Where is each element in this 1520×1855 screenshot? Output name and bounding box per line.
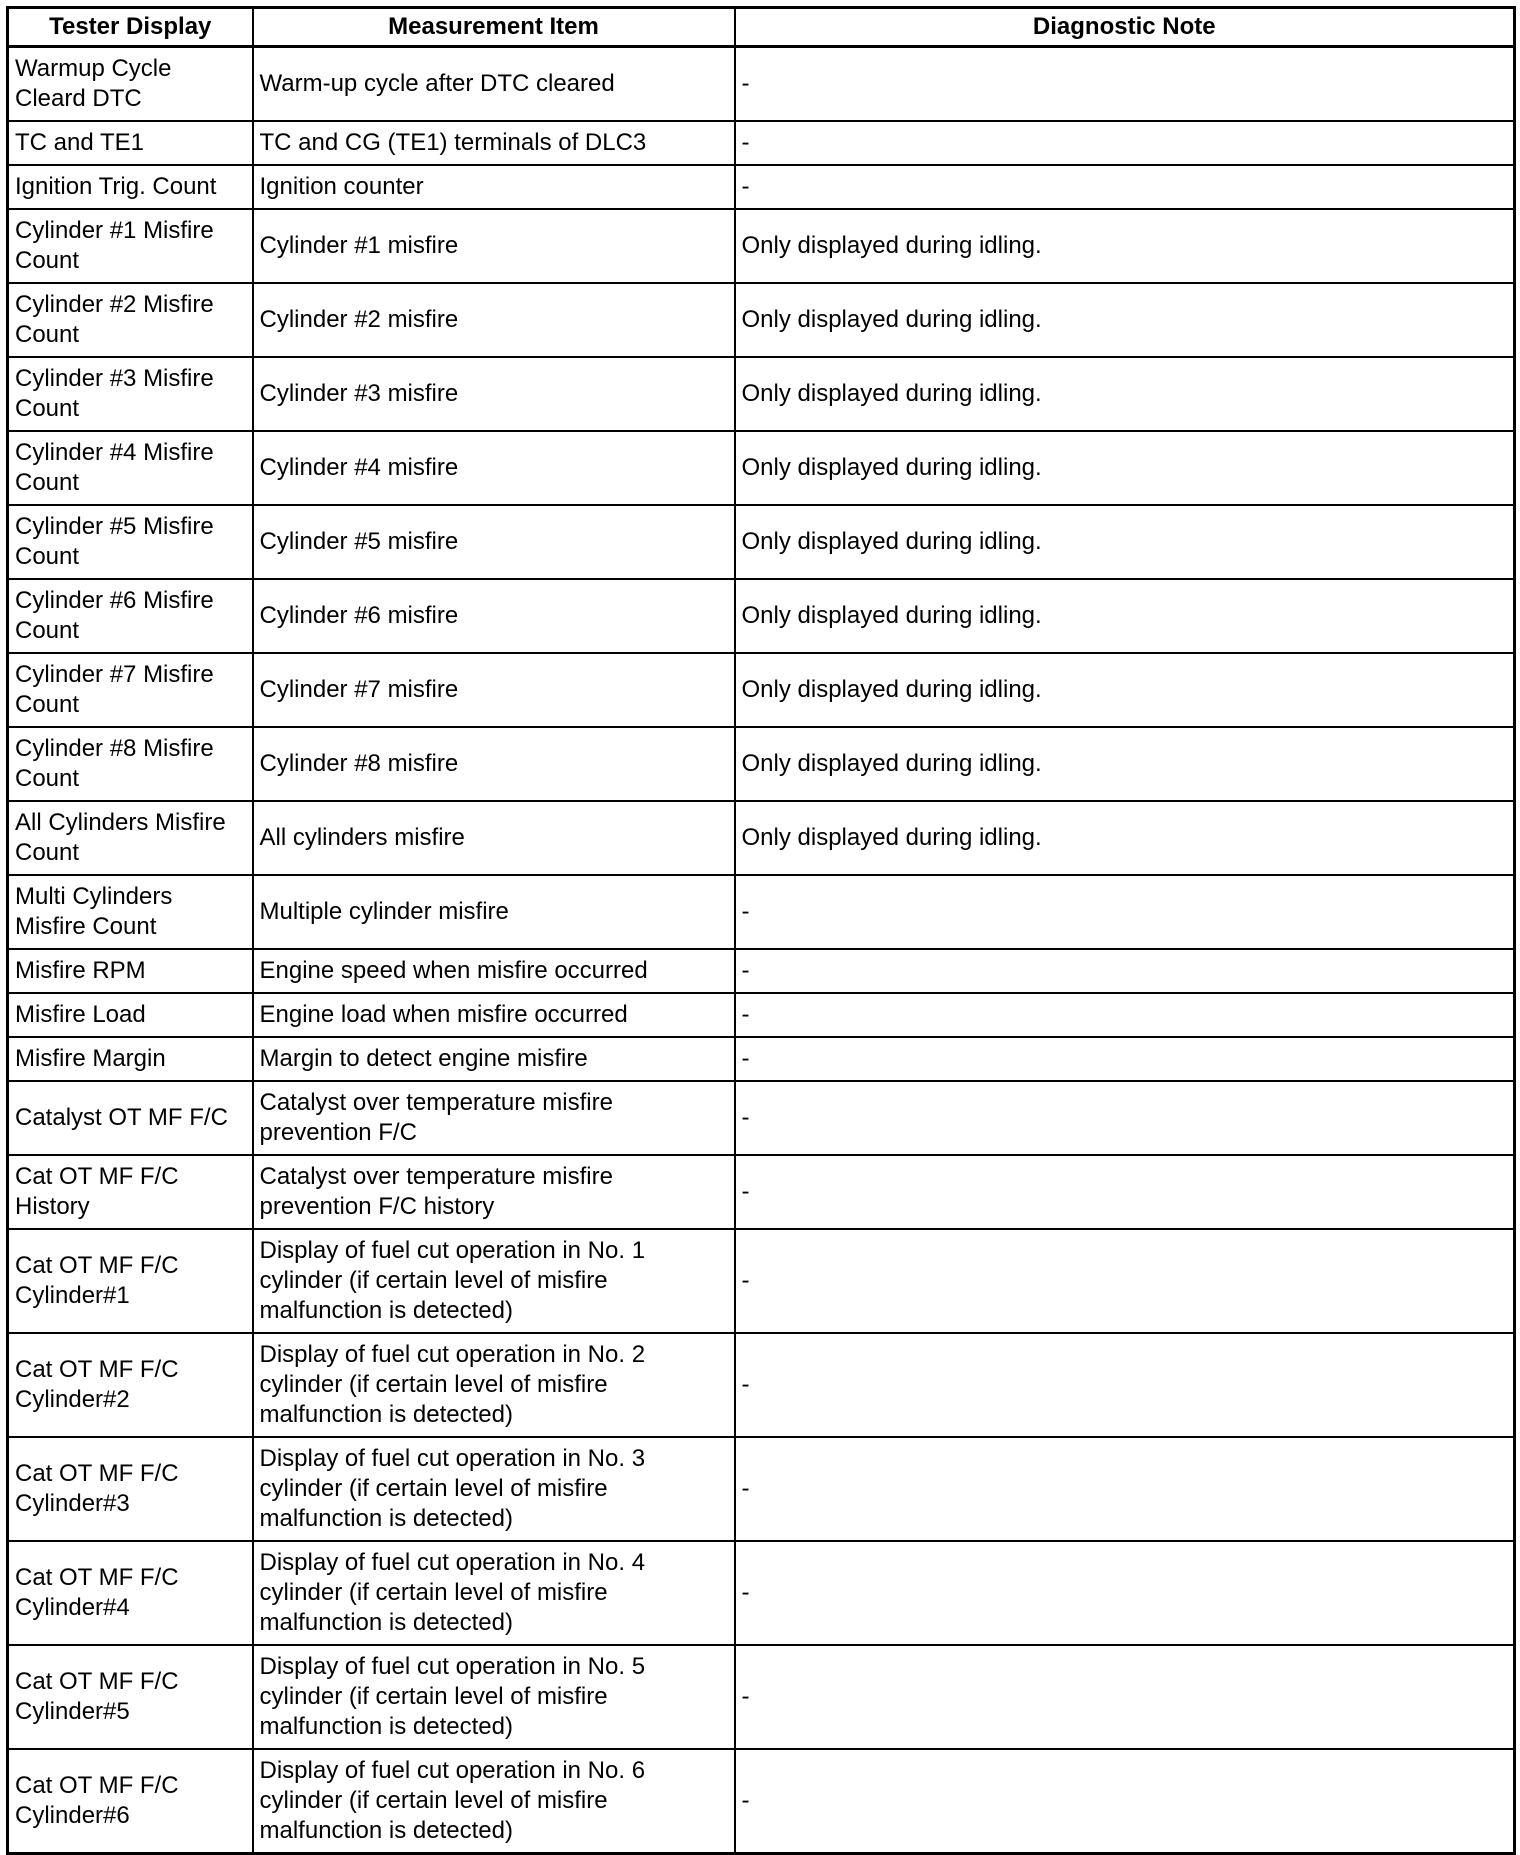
cell-diagnostic-note: -	[735, 1081, 1515, 1155]
cell-tester-display: Warmup Cycle Cleard DTC	[8, 47, 253, 122]
cell-diagnostic-note: -	[735, 993, 1515, 1037]
cell-diagnostic-note: -	[735, 121, 1515, 165]
cell-diagnostic-note: Only displayed during idling.	[735, 727, 1515, 801]
cell-tester-display: Misfire RPM	[8, 949, 253, 993]
table-row	[8, 283, 1515, 357]
cell-tester-display: Cylinder #4 Misfire Count	[8, 431, 253, 505]
table-row	[8, 1037, 1515, 1081]
cell-tester-display: Cylinder #2 Misfire Count	[8, 283, 253, 357]
cell-measurement-item: Cylinder #6 misfire	[253, 579, 735, 653]
cell-diagnostic-note: -	[735, 875, 1515, 949]
cell-diagnostic-note: Only displayed during idling.	[735, 801, 1515, 875]
header-tester-display: Tester Display	[8, 8, 253, 47]
cell-measurement-item: Catalyst over temperature misfire prevention F/C history	[253, 1155, 735, 1229]
cell-measurement-item: Warm-up cycle after DTC cleared	[253, 47, 735, 122]
diagnostic-data-table	[6, 6, 1516, 1855]
cell-measurement-item: Display of fuel cut operation in No. 2 cylinder (if certain level of misfire malfunction is detected)	[253, 1333, 735, 1437]
cell-measurement-item: Margin to detect engine misfire	[253, 1037, 735, 1081]
cell-measurement-item: Display of fuel cut operation in No. 1 cylinder (if certain level of misfire malfunction is detected)	[253, 1229, 735, 1333]
table-row	[8, 431, 1515, 505]
cell-tester-display: Cylinder #5 Misfire Count	[8, 505, 253, 579]
table-row	[8, 653, 1515, 727]
cell-tester-display: Misfire Load	[8, 993, 253, 1037]
cell-tester-display: Catalyst OT MF F/C	[8, 1081, 253, 1155]
cell-measurement-item: All cylinders misfire	[253, 801, 735, 875]
cell-diagnostic-note: Only displayed during idling.	[735, 283, 1515, 357]
table-row	[8, 121, 1515, 165]
cell-measurement-item: Cylinder #2 misfire	[253, 283, 735, 357]
table-row	[8, 1541, 1515, 1645]
cell-measurement-item: Engine speed when misfire occurred	[253, 949, 735, 993]
table-row	[8, 47, 1515, 122]
cell-diagnostic-note: -	[735, 1037, 1515, 1081]
table-row	[8, 505, 1515, 579]
cell-measurement-item: Cylinder #3 misfire	[253, 357, 735, 431]
table-row	[8, 165, 1515, 209]
cell-measurement-item: Display of fuel cut operation in No. 4 cylinder (if certain level of misfire malfunction is detected)	[253, 1541, 735, 1645]
cell-diagnostic-note: Only displayed during idling.	[735, 653, 1515, 727]
cell-tester-display: Cylinder #3 Misfire Count	[8, 357, 253, 431]
cell-measurement-item: Cylinder #1 misfire	[253, 209, 735, 283]
table-row	[8, 1437, 1515, 1541]
cell-tester-display: Multi Cylinders Misfire Count	[8, 875, 253, 949]
cell-measurement-item: Ignition counter	[253, 165, 735, 209]
cell-tester-display: Ignition Trig. Count	[8, 165, 253, 209]
cell-diagnostic-note: -	[735, 1229, 1515, 1333]
cell-tester-display: Cat OT MF F/C Cylinder#6	[8, 1749, 253, 1854]
cell-tester-display: Cat OT MF F/C Cylinder#3	[8, 1437, 253, 1541]
cell-diagnostic-note: -	[735, 1155, 1515, 1229]
cell-diagnostic-note: Only displayed during idling.	[735, 579, 1515, 653]
table-row	[8, 1081, 1515, 1155]
cell-measurement-item: Display of fuel cut operation in No. 5 cylinder (if certain level of misfire malfunction is detected)	[253, 1645, 735, 1749]
header-diagnostic-note: Diagnostic Note	[735, 8, 1515, 47]
table-header	[8, 8, 1515, 47]
cell-tester-display: Cat OT MF F/C Cylinder#5	[8, 1645, 253, 1749]
cell-tester-display: Cat OT MF F/C Cylinder#2	[8, 1333, 253, 1437]
cell-measurement-item: Display of fuel cut operation in No. 3 cylinder (if certain level of misfire malfunction is detected)	[253, 1437, 735, 1541]
cell-measurement-item: Display of fuel cut operation in No. 6 cylinder (if certain level of misfire malfunction is detected)	[253, 1749, 735, 1854]
table-row	[8, 1155, 1515, 1229]
header-row	[8, 8, 1515, 47]
cell-diagnostic-note: Only displayed during idling.	[735, 209, 1515, 283]
cell-measurement-item: Multiple cylinder misfire	[253, 875, 735, 949]
cell-tester-display: Cylinder #8 Misfire Count	[8, 727, 253, 801]
cell-tester-display: Cylinder #7 Misfire Count	[8, 653, 253, 727]
cell-measurement-item: Engine load when misfire occurred	[253, 993, 735, 1037]
cell-measurement-item: Cylinder #5 misfire	[253, 505, 735, 579]
cell-tester-display: Misfire Margin	[8, 1037, 253, 1081]
table-row	[8, 1333, 1515, 1437]
cell-measurement-item: Cylinder #7 misfire	[253, 653, 735, 727]
cell-tester-display: TC and TE1	[8, 121, 253, 165]
cell-diagnostic-note: -	[735, 47, 1515, 122]
cell-tester-display: Cat OT MF F/C Cylinder#4	[8, 1541, 253, 1645]
cell-measurement-item: Cylinder #4 misfire	[253, 431, 735, 505]
header-measurement-item: Measurement Item	[253, 8, 735, 47]
table-body	[8, 47, 1515, 1854]
table-row	[8, 993, 1515, 1037]
table-row	[8, 357, 1515, 431]
table-row	[8, 579, 1515, 653]
cell-diagnostic-note: Only displayed during idling.	[735, 505, 1515, 579]
cell-tester-display: Cat OT MF F/C History	[8, 1155, 253, 1229]
cell-diagnostic-note: Only displayed during idling.	[735, 431, 1515, 505]
cell-tester-display: All Cylinders Misfire Count	[8, 801, 253, 875]
table-row	[8, 1749, 1515, 1854]
cell-diagnostic-note: Only displayed during idling.	[735, 357, 1515, 431]
cell-diagnostic-note: -	[735, 1437, 1515, 1541]
table-row	[8, 209, 1515, 283]
cell-diagnostic-note: -	[735, 1749, 1515, 1854]
cell-diagnostic-note: -	[735, 165, 1515, 209]
cell-measurement-item: Cylinder #8 misfire	[253, 727, 735, 801]
table-row	[8, 875, 1515, 949]
cell-tester-display: Cylinder #1 Misfire Count	[8, 209, 253, 283]
cell-diagnostic-note: -	[735, 1541, 1515, 1645]
table-row	[8, 1645, 1515, 1749]
table-row	[8, 1229, 1515, 1333]
cell-measurement-item: Catalyst over temperature misfire prevention F/C	[253, 1081, 735, 1155]
cell-tester-display: Cylinder #6 Misfire Count	[8, 579, 253, 653]
cell-diagnostic-note: -	[735, 1645, 1515, 1749]
cell-diagnostic-note: -	[735, 1333, 1515, 1437]
table-row	[8, 727, 1515, 801]
table-row	[8, 801, 1515, 875]
cell-tester-display: Cat OT MF F/C Cylinder#1	[8, 1229, 253, 1333]
cell-measurement-item: TC and CG (TE1) terminals of DLC3	[253, 121, 735, 165]
cell-diagnostic-note: -	[735, 949, 1515, 993]
table-row	[8, 949, 1515, 993]
